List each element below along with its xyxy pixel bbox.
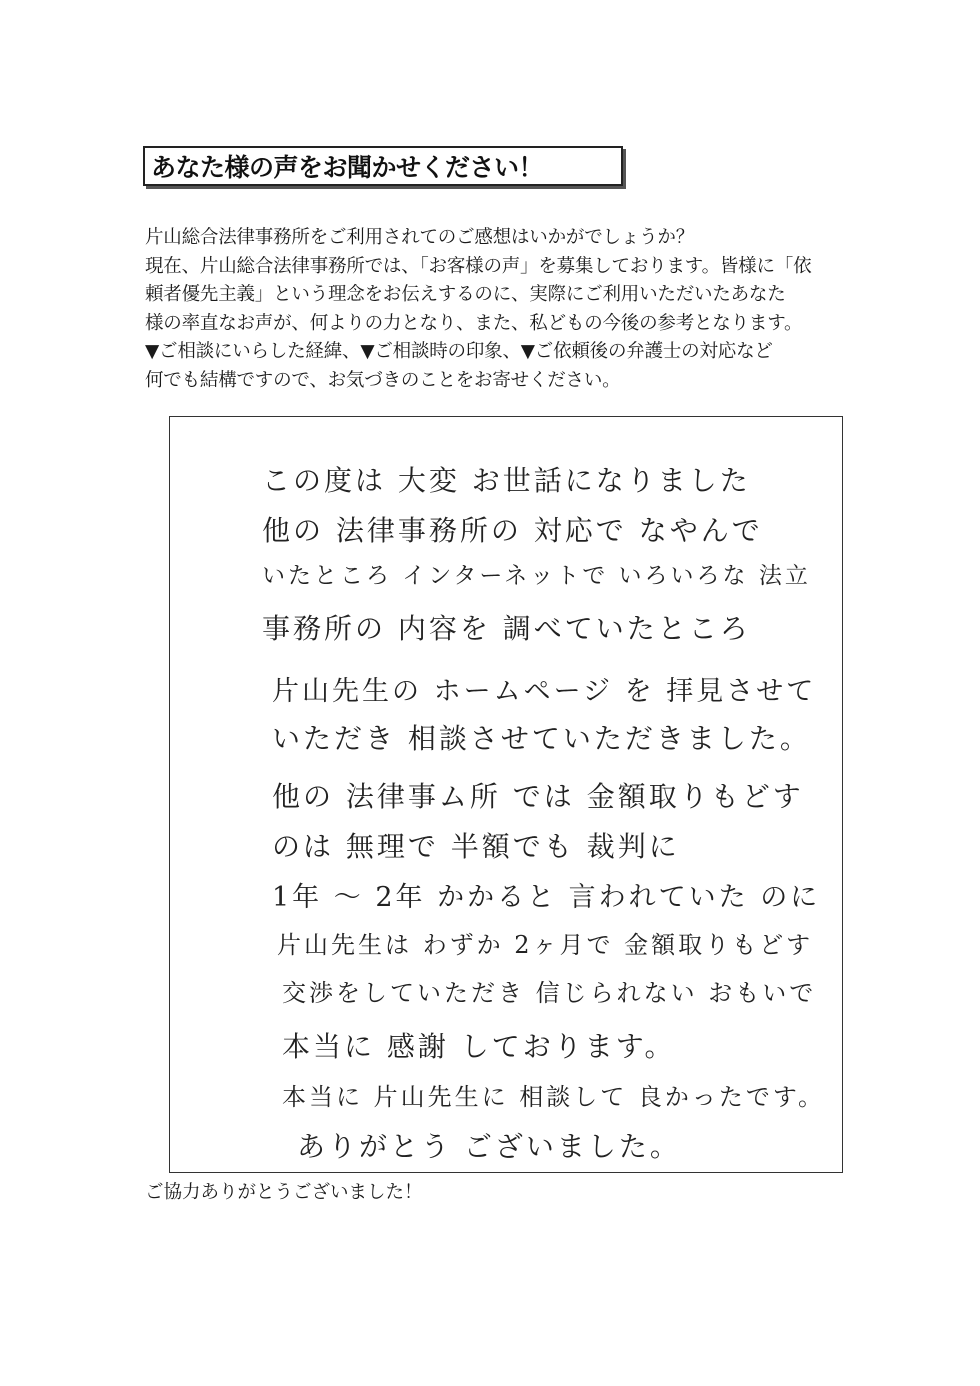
letter-line: 1年 〜 2年 かかると 言われていた のに — [272, 882, 821, 913]
handwritten-letter-box — [169, 416, 843, 1173]
letter-line: ありがとう ございました。 — [297, 1130, 681, 1163]
letter-line: のは 無理で 半額でも 裁判に — [272, 830, 680, 863]
intro-line: ▼ご相談にいらした経緯、▼ご相談時の印象、▼ご依頼後の弁護士の対応など — [145, 341, 773, 362]
letter-line: 本当に 片山先生に 相談して 良かったです。 — [282, 1083, 825, 1111]
letter-line: 片山先生の ホームページ を 拝見させて — [272, 676, 817, 707]
intro-line: 現在、片山総合法律事務所では、「お客様の声」を募集しております。皆様に「依 — [145, 255, 812, 277]
letter-line: いただき 相談させていただきました。 — [272, 722, 811, 755]
letter-line: 本当に 感謝 しております。 — [282, 1030, 676, 1063]
intro-text — [145, 224, 865, 395]
letter-line: 片山先生は わずか 2ヶ月で 金額取りもどす — [277, 931, 814, 959]
letter-line: 事務所の 内容を 調べていたところ — [262, 612, 751, 645]
intro-line: 頼者優先主義」という理念をお伝えするのに、実際にご利用いただいたあなた — [145, 284, 786, 305]
letter-line: この度は 大変 お世話になりました — [262, 464, 751, 497]
letter-line: 交渉をしていただき 信じられない おもいで — [282, 979, 817, 1007]
intro-line: 何でも結構ですので、お気づきのことをお寄せください。 — [145, 369, 621, 391]
letter-line: 他の 法律事務所の 対応で なやんで — [262, 514, 763, 547]
title-box — [143, 146, 623, 186]
intro-line: 様の率直なお声が、何よりの力となり、また、私どもの今後の参考となります。 — [145, 312, 803, 334]
intro-line: 片山総合法律事務所をご利用されてのご感想はいかがでしょうか？ — [145, 227, 695, 248]
page-title: あなた様の声をお聞かせください！ — [151, 153, 544, 182]
letter-line: 他の 法律事ム所 では 金額取りもどす — [272, 780, 804, 813]
closing-message: ご協力ありがとうございました！ — [145, 1182, 423, 1203]
letter-line: いたところ インターネットで いろいろな 法立 — [262, 563, 811, 589]
